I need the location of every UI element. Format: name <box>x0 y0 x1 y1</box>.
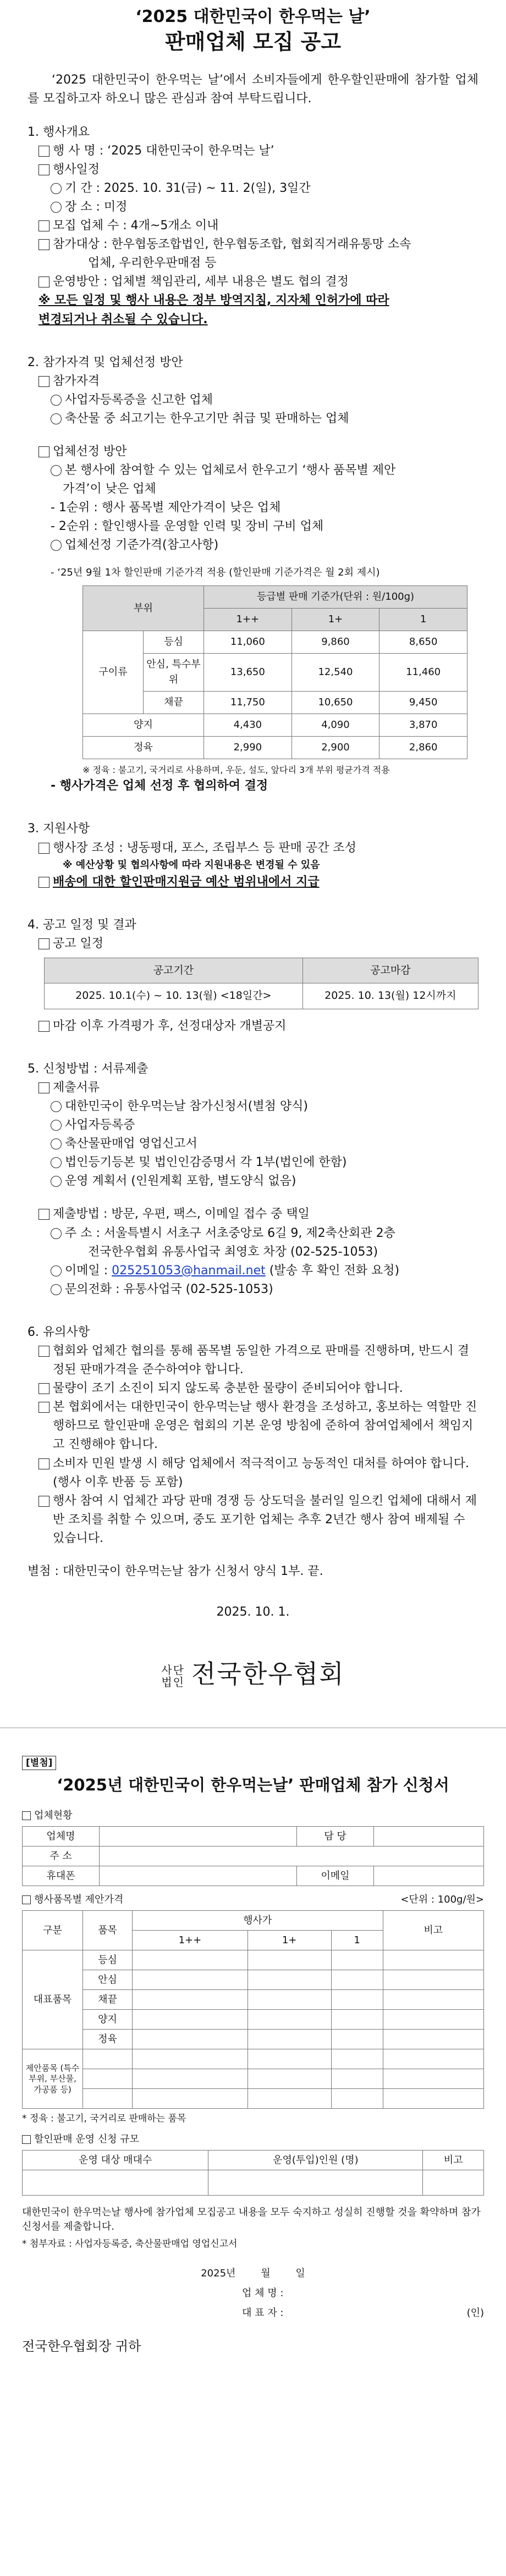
checkbox-icon <box>38 164 50 175</box>
caution-4: 소비자 민원 발생 시 해당 업체에서 적극적이고 능동적인 대처를 하여야 합니다. (행사 이후 반품 등 포함) <box>53 1456 469 1489</box>
staff-field[interactable] <box>208 2170 423 2196</box>
caution-5: 행사 참여 시 업체간 과당 판매 경쟁 등 상도덕을 불러일 일으킨 업체에 대해서 제반 조치를 취할 수 있으며, 중도 포기한 업체는 추후 2년간 행사 참여 배제될 수 있습니다. <box>53 1494 477 1545</box>
table-note: ※ 정육 : 불고기, 국거리로 사용하며, 우둔, 설도, 앞다리 3개 부위 평균가격 적용 <box>82 764 390 775</box>
circle-bullet-icon <box>51 1101 62 1112</box>
grade-header: 1+ <box>248 1931 331 1950</box>
event-venue: 장 소 : 미정 <box>65 200 128 214</box>
email-note: (발송 후 확인 전화 요청) <box>265 1263 400 1278</box>
part-name: 채끝 <box>144 691 204 714</box>
doc-item: 대한민국이 한우먹는날 참가신청서(별첨 양식) <box>65 1099 308 1113</box>
note-field[interactable] <box>383 2049 484 2069</box>
label-manager: 담 당 <box>297 1827 374 1847</box>
operation-plan: 운영방안 : 업체별 책임관리, 세부 내용은 별도 협의 결정 <box>53 275 349 289</box>
label-phone: 휴대폰 <box>23 1866 100 1886</box>
grade-header: 1 <box>380 609 468 631</box>
event-period: 기 간 : 2025. 10. 31(금) ~ 11. 2(일), 3일간 <box>65 181 311 195</box>
notice-title-line1: ‘2025 대한민국이 한우먹는 날’ <box>135 7 371 26</box>
schedule-table <box>44 958 479 1009</box>
checkbox-icon <box>38 1458 50 1469</box>
price-cell: 13,650 <box>204 654 292 692</box>
phone-field[interactable] <box>100 1866 297 1886</box>
doc-item: 법인등기등본 및 법인인감증명서 각 1부(법인에 한함) <box>65 1156 347 1170</box>
notice-warning-line2: 변경되거나 취소될 수 있습니다. <box>38 312 208 327</box>
address-field[interactable] <box>100 1847 484 1866</box>
col-part: 부위 <box>83 586 204 631</box>
signature-block <box>242 2286 484 2320</box>
proposal-price-table <box>22 1910 484 2109</box>
price-field[interactable] <box>248 1950 331 1970</box>
checkbox-icon <box>38 938 50 949</box>
deadline-value: 2025. 10. 13(월) 12시까지 <box>302 983 478 1009</box>
remark-field[interactable] <box>423 2170 484 2196</box>
unit-label: <단위 : 100g/원> <box>400 1894 484 1906</box>
notice-date: 2025. 10. 1. <box>216 1605 290 1619</box>
grade-header: 1++ <box>133 1931 248 1950</box>
selection-line2: 가격’이 낮은 업체 <box>63 482 156 496</box>
inquiry-phone: 문의전화 : 유통사업국 (02-525-1053) <box>65 1282 273 1296</box>
support-note: ※ 예산상황 및 협의사항에 따라 지원내용은 변경될 수 있음 <box>63 859 320 871</box>
price-field[interactable] <box>331 2049 383 2069</box>
label-company: 업체명 <box>23 1827 100 1847</box>
price-field[interactable] <box>248 2049 331 2069</box>
address-line1: 주 소 : 서울특별시 서초구 서초중앙로 6길 9, 제2축산회관 2층 <box>65 1226 395 1240</box>
organization-name <box>28 1655 479 1694</box>
col-stands: 운영 대상 매대수 <box>23 2151 208 2170</box>
price-field[interactable] <box>331 2010 383 2030</box>
price-cell: 11,060 <box>204 631 292 654</box>
item-name: 양지 <box>83 2010 133 2030</box>
checkbox-icon <box>38 1021 50 1032</box>
stamp-top: 사단 <box>161 1663 185 1677</box>
price-field[interactable] <box>133 2010 248 2030</box>
special-items-label: 제안품목 (특수부위, 부산물, 가공품 등) <box>23 2049 83 2109</box>
sig-rep-label: 대 표 자 : <box>242 2307 284 2319</box>
col-grade: 등급별 판매 기준가(단위 : 원/100g) <box>204 586 468 609</box>
rank-1: - 1순위 : 행사 품목별 제안가격이 낮은 업체 <box>51 501 281 515</box>
rep-items-label: 대표품목 <box>23 1950 83 2049</box>
circle-bullet-icon <box>51 540 62 551</box>
price-field[interactable] <box>331 1950 383 1970</box>
checkbox-icon <box>22 1895 31 1904</box>
col-price: 행사가 <box>133 1911 383 1931</box>
form-section-company: 업체현황 <box>34 1810 73 1822</box>
recruit-count: 모집 업체 수 : 4개~5개소 이내 <box>53 219 219 233</box>
item-name: 등심 <box>83 1950 133 1970</box>
support-item2: 배송에 대한 할인판매지원금 예산 범위내에서 지급 <box>53 875 320 889</box>
price-note: - ‘25년 9월 1차 할인판매 기준가격 적용 (할인판매 기준가격은 월 2회 제시) <box>51 566 380 578</box>
sec3-heading: 3. 지원사항 <box>28 822 90 836</box>
note-field[interactable] <box>383 1950 484 1970</box>
item-name: 정육 <box>83 2030 133 2049</box>
sec4-heading: 4. 공고 일정 및 결과 <box>28 917 136 932</box>
grade-header: 1++ <box>204 609 292 631</box>
intro-paragraph: ‘2025 대한민국이 한우먹는 날’에서 소비자들에게 한우할인판매에 참가할 업체를 모집하고자 하오니 많은 관심과 참여 부탁드립니다. <box>28 73 479 106</box>
price-field[interactable] <box>331 2069 383 2089</box>
price-field[interactable] <box>248 2010 331 2030</box>
price-field[interactable] <box>133 2030 248 2049</box>
col-deadline: 공고마감 <box>302 958 478 983</box>
sec2-heading: 2. 참가자격 및 업체선정 방안 <box>28 355 183 369</box>
checkbox-icon <box>38 1496 50 1507</box>
price-cell: 2,900 <box>292 736 380 759</box>
sec1-heading: 1. 행사개요 <box>28 125 90 139</box>
circle-bullet-icon <box>51 1157 62 1168</box>
seal-mark: (인) <box>466 2307 484 2319</box>
price-field[interactable] <box>331 2030 383 2049</box>
address-line2: 전국한우협회 유통사업국 최영호 차장 (02-525-1053) <box>88 1245 378 1259</box>
support-item1: 행사장 조성 : 냉동평대, 포스, 조립부스 등 판매 공간 조성 <box>53 841 356 855</box>
docs-label: 제출서류 <box>53 1080 100 1094</box>
page-divider <box>0 1727 506 1728</box>
col-item: 품목 <box>83 1911 133 1950</box>
form-title: ‘2025년 대한민국이 한우먹는날’ 판매업체 참가 신청서 <box>57 1776 449 1795</box>
note-field[interactable] <box>383 2030 484 2049</box>
price-field[interactable] <box>331 1990 383 2010</box>
price-field[interactable] <box>248 2069 331 2089</box>
notice-warning-line1: ※ 모든 일정 및 행사 내용은 정부 방역지침, 지자체 인허가에 따라 <box>38 294 389 308</box>
checkbox-icon <box>38 1383 50 1394</box>
col-period: 공고기간 <box>45 958 303 983</box>
rank-2: - 2순위 : 할인행사를 운영할 인력 및 장비 구비 업체 <box>51 519 324 534</box>
circle-bullet-icon <box>51 465 62 476</box>
checkbox-icon <box>38 1209 50 1220</box>
caution-1: 협회와 업체간 협의를 통해 품목별 동일한 가격으로 판매를 진행하며, 반드시 결정된 판매가격을 준수하여야 합니다. <box>53 1344 469 1377</box>
col-staff: 운영(투입)인원 (명) <box>208 2151 423 2170</box>
col-type: 구분 <box>23 1911 83 1950</box>
notice-section <box>0 5 506 1694</box>
note-field[interactable] <box>383 1990 484 2010</box>
price-field[interactable] <box>133 1970 248 1990</box>
qualification-label: 참가자격 <box>53 374 100 388</box>
price-cell: 2,860 <box>380 736 468 759</box>
circle-bullet-icon <box>51 202 62 213</box>
form-section-price: 행사품목별 제안가격 <box>34 1894 124 1906</box>
price-field[interactable] <box>248 2089 331 2109</box>
email-link[interactable]: 025251053@hanmail.net <box>112 1263 266 1278</box>
price-cell: 4,090 <box>292 714 380 736</box>
note-field[interactable] <box>383 1970 484 1990</box>
checkbox-icon <box>38 446 50 457</box>
circle-bullet-icon <box>51 395 62 406</box>
price-cell: 8,650 <box>380 631 468 654</box>
part-name: 안심, 특수부위 <box>144 654 204 692</box>
grade-header: 1+ <box>292 609 380 631</box>
part-name: 등심 <box>144 631 204 654</box>
schedule-label: 공고 일정 <box>53 936 104 950</box>
checkbox-icon <box>38 220 50 231</box>
eligibility-line1: 참가대상 : 한우협동조합법인, 한우협동조합, 협회직거래유통망 소속 <box>53 237 411 252</box>
checkbox-icon <box>38 1346 50 1357</box>
stamp-bottom: 법인 <box>161 1676 185 1689</box>
circle-bullet-icon <box>51 183 62 194</box>
selection-line1: 본 행사에 참여할 수 있는 업체로서 한우고기 ‘행사 품목별 제안 <box>65 463 396 478</box>
note-field[interactable] <box>383 2069 484 2089</box>
after-deadline: 마감 이후 가격평가 후, 선정대상자 개별공지 <box>53 1019 287 1033</box>
pledge-text: 대한민국이 한우먹는날 행사에 참가업체 모집공고 내용을 모두 숙지하고 성실히 진행할 것을 확약하며 참가 신청서를 제출합니다. <box>22 2207 481 2233</box>
circle-bullet-icon <box>51 413 62 424</box>
price-cell: 2,990 <box>204 736 292 759</box>
doc-item: 축산물판매업 영업신고서 <box>65 1137 197 1151</box>
circle-bullet-icon <box>51 1138 62 1149</box>
sig-company-field[interactable] <box>319 2286 484 2301</box>
company-table <box>22 1826 484 1886</box>
price-field[interactable] <box>331 2089 383 2109</box>
item-name: 안심 <box>83 1970 133 1990</box>
qualification-1: 사업자등록증을 신고한 업체 <box>65 393 213 407</box>
sec5-heading: 5. 신청방법 : 서류제출 <box>28 1062 148 1076</box>
note-field[interactable] <box>383 2010 484 2030</box>
checkbox-icon <box>22 2135 31 2144</box>
attachment-line: 별첨 : 대한민국이 한우먹는날 참가 신청서 양식 1부. 끝. <box>28 1565 323 1579</box>
part-name: 양지 <box>83 714 204 736</box>
part-name: 정육 <box>83 736 204 759</box>
notice-title-line2: 판매업체 모집 공고 <box>164 30 342 54</box>
label-address: 주 소 <box>23 1847 100 1866</box>
caution-3: 본 협회에서는 대한민국이 한우먹는날 행사 환경을 조성하고, 홍보하는 역할만 진행하므로 할인판매 운영은 협회의 기본 운영 방침에 준하여 참여업체에서 책임지고 진행해야 합니다. <box>53 1400 477 1452</box>
price-cell: 12,540 <box>292 654 380 692</box>
doc-item: 사업자등록증 <box>65 1118 135 1132</box>
price-cell: 9,450 <box>380 691 468 714</box>
checkbox-icon <box>38 376 50 387</box>
note-field[interactable] <box>383 2089 484 2109</box>
label-email: 이메일 <box>297 1866 374 1886</box>
checkbox-icon <box>38 843 50 854</box>
price-field[interactable] <box>248 1990 331 2010</box>
recipient: 전국한우협회장 귀하 <box>22 2339 141 2354</box>
circle-bullet-icon <box>51 1284 62 1295</box>
event-name: 행 사 명 : ‘2025 대한민국이 한우먹는 날’ <box>53 143 274 158</box>
org-name: 전국한우협회 <box>191 1659 345 1689</box>
checkbox-icon <box>38 1402 50 1413</box>
event-schedule-label: 행사일정 <box>53 162 100 176</box>
email-label: 이메일 : <box>65 1263 112 1278</box>
price-decision: - 행사가격은 업체 선정 후 협의하여 결정 <box>51 779 268 793</box>
checkbox-icon <box>38 1082 50 1093</box>
scale-table <box>22 2150 484 2196</box>
price-field[interactable] <box>133 1990 248 2010</box>
email-field[interactable] <box>374 1866 484 1886</box>
form-section-scale: 할인판매 운영 신청 규모 <box>34 2133 140 2146</box>
price-field[interactable] <box>133 2069 248 2089</box>
checkbox-icon <box>38 239 50 250</box>
sig-company-label: 업 체 명 : <box>242 2287 284 2299</box>
qualification-2: 축산물 중 쇠고기는 한우고기만 취급 및 판매하는 업체 <box>65 411 349 425</box>
col-note: 비고 <box>383 1911 484 1950</box>
checkbox-icon <box>38 877 50 888</box>
caution-2: 물량이 조기 소진이 되지 않도록 충분한 물량이 준비되어야 합니다. <box>53 1381 403 1396</box>
manager-field[interactable] <box>374 1827 484 1847</box>
circle-bullet-icon <box>51 1176 62 1187</box>
col-remark: 비고 <box>423 2151 484 2170</box>
org-type-stamp <box>161 1664 185 1688</box>
price-field[interactable] <box>133 2089 248 2109</box>
price-field[interactable] <box>248 2030 331 2049</box>
company-field[interactable] <box>100 1827 297 1847</box>
attachment-tag: [별첨] <box>22 1756 56 1771</box>
selection-label: 업체선정 방안 <box>53 444 127 458</box>
criteria-label: 업체선정 기준가격(참고사항) <box>65 538 219 552</box>
price-cell: 11,750 <box>204 691 292 714</box>
application-form <box>0 1756 506 2357</box>
checkbox-icon <box>22 1811 31 1820</box>
price-field[interactable] <box>133 1950 248 1970</box>
submit-method: 제출방법 : 방문, 우편, 팩스, 이메일 접수 중 택일 <box>53 1207 310 1221</box>
circle-bullet-icon <box>51 1265 62 1276</box>
price-cell: 9,860 <box>292 631 380 654</box>
attachments-note: * 첨부자료 : 사업자등록증, 축산물판매업 영업신고서 <box>22 2238 238 2250</box>
price-table <box>82 585 468 759</box>
circle-bullet-icon <box>51 1120 62 1131</box>
eligibility-line2: 업체, 우리한우판매점 등 <box>88 256 217 270</box>
checkbox-icon <box>38 277 50 288</box>
price-cell: 4,430 <box>204 714 292 736</box>
stands-field[interactable] <box>23 2170 208 2196</box>
circle-bullet-icon <box>51 1228 62 1239</box>
price-field[interactable] <box>133 2049 248 2069</box>
price-cell: 10,650 <box>292 691 380 714</box>
sign-date: 2025년 월 일 <box>201 2267 305 2279</box>
group-cell: 구이류 <box>83 631 144 714</box>
doc-item: 운영 계획서 (인원계획 포함, 별도양식 없음) <box>65 1174 296 1189</box>
item-name: 채끝 <box>83 1990 133 2010</box>
checkbox-icon <box>38 146 50 157</box>
period-value: 2025. 10.1(수) ~ 10. 13(월) <18일간> <box>45 983 303 1009</box>
sec6-heading: 6. 유의사항 <box>28 1325 90 1339</box>
price-cell: 3,870 <box>380 714 468 736</box>
beef-note: * 정육 : 불고기, 국거리로 판매하는 품목 <box>22 2113 186 2125</box>
price-field[interactable] <box>331 1970 383 1990</box>
price-cell: 11,460 <box>380 654 468 692</box>
sig-rep-field[interactable] <box>319 2306 451 2320</box>
price-field[interactable] <box>248 1970 331 1990</box>
grade-header: 1 <box>331 1931 383 1950</box>
